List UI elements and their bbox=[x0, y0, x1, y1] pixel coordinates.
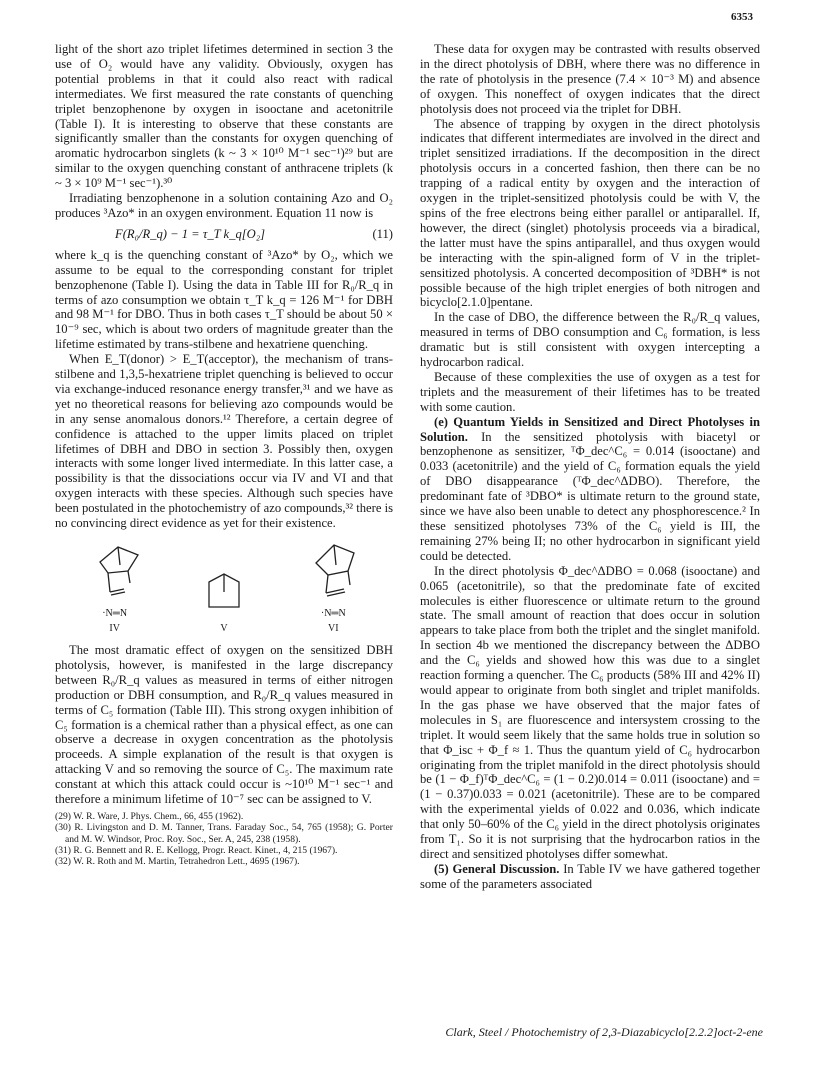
footnote-30: (30) R. Livingston and D. M. Tanner, Trans. Faraday Soc., 54, 765 (1958); G. Porter and M. W. Windsor, Proc. Roy. Soc., Ser. A, 245, 238 (1958). bbox=[55, 822, 393, 845]
structure-vi-label: VI bbox=[328, 623, 339, 635]
structure-vi-atom: ·N═N bbox=[320, 608, 346, 620]
right-paragraph-5-body: In the sensitized photolysis with biacetyl or benzophenone as sensitizer, ᵀΦ_dec^C₆ = 0.014 (isooctane) and 0.033 (acetonitrile) and the yield of C₆ formation equals the yield of DBO disappearance (ᵀΦ_dec^ΔDBO). Therefore, the predominant fate of ³DBO* is ultimate return to the ground state, since we have also been unable to detect any phosphorescence.² In these sensitized photolyses 73% of the C₆ yield is III, the remaining 27% being II; no other hydrocarbon in significant yield could be detected. bbox=[420, 429, 760, 563]
structure-iv bbox=[80, 537, 150, 637]
left-column bbox=[55, 42, 393, 867]
right-paragraph-7 bbox=[420, 862, 760, 892]
running-footer: Clark, Steel / Photochemistry of 2,3-Diazabicyclo[2.2.2]oct-2-ene bbox=[445, 1025, 763, 1039]
structure-v-label: V bbox=[220, 623, 228, 635]
structure-iv-atom: ·N═N bbox=[102, 608, 128, 620]
right-paragraph-3: In the case of DBO, the difference between the R₀/R_q values, measured in terms of DBO consumption and C₆ formation, is less dramatic but is still consistent with oxygen intercepting a hydrocarbon radical. bbox=[420, 310, 760, 370]
left-paragraph-2: Irradiating benzophenone in a solution containing Azo and O₂ produces ³Azo* in an oxygen environment. Equation 11 now is bbox=[55, 191, 393, 220]
equation-text: F(R₀/R_q) − 1 = τ_T k_q[O₂] bbox=[115, 226, 266, 241]
equation-11 bbox=[55, 227, 393, 242]
section-heading-5: (5) General Discussion. bbox=[434, 861, 560, 876]
structure-v bbox=[199, 562, 249, 637]
right-paragraph-2: The absence of trapping by oxygen in the direct photolysis indicates that different intermediates are involved in the direct and triplet sensitized irradiations. If the decomposition in the direct photolysis occurs in a concerted fashion, then there can be no trapping of a radical entity by oxygen and the interaction of oxygen in the triplet-sensitized photolysis could be with V, the spins of the free electrons being either parallel or antiparallel. If, however, the direct (singlet) photolysis proceeds via a biradical, the latter must have the spins antiparallel, and thus oxygen would be interacting with the spin-aligned form of V in the triplet-sensitized photolysis. A concerted decomposition of ³DBH* is not possible because of the high triplet energies of both nitrogen and bicyclo[2.1.0]pentane. bbox=[420, 116, 760, 310]
structure-vi bbox=[298, 537, 368, 637]
left-paragraph-5: The most dramatic effect of oxygen on the sensitized DBH photolysis, however, is manifested in the large discrepancy between R₀/R_q values as measured in terms of either nitrogen production or DBH consumption, and R₀/R_q values measured in terms of C₅ formation (Table III). This strong oxygen inhibition of C₅ formation is a chemical rather than a physical effect, as one can observe a decrease in oxygen concentration as the photolysis proceeds. A simple explanation of the result is that oxygen is attacking V and so removing the source of C₅. The maximum rate constant at which this attack could occur is ~10¹⁰ M⁻¹ sec⁻¹ and therefore a minimum lifetime of 10⁻⁷ sec can be assigned to V. bbox=[55, 643, 393, 807]
right-paragraph-4: Because of these complexities the use of oxygen as a test for triplets and the measurement of their lifetimes has to be treated with some caution. bbox=[420, 369, 760, 414]
right-paragraph-7-body: In Table IV we have gathered together some of the parameters associated bbox=[420, 861, 761, 891]
footnote-29: (29) W. R. Ware, J. Phys. Chem., 66, 455 (1962). bbox=[55, 810, 244, 822]
footnotes bbox=[55, 811, 393, 867]
left-paragraph-1: light of the short azo triplet lifetimes determined in section 3 the use of O₂ would have any validity. Obviously, oxygen has potential problems in that it could also react with radical intermediates. We first measured the rate constants of quenching triplet benzophenone by oxygen in isooctane and acetonitrile (Table I). It is interesting to observe that these constants are significantly smaller than the constants for oxygen quenching of aromatic hydrocarbon singlets (k ~ 3 × 10¹⁰ M⁻¹ sec⁻¹)²⁹ but are similar to the oxygen quenching constant of anthracene triplets (k ~ 3 × 10⁹ M⁻¹ sec⁻¹).³⁰ bbox=[55, 42, 393, 191]
footnote-32: (32) W. R. Roth and M. Martin, Tetrahedron Lett., 4695 (1967). bbox=[55, 856, 300, 868]
left-paragraph-3: where k_q is the quenching constant of ³Azo* by O₂, which we assume to be equal to the corresponding constant for triplet benzophenone (Table I). Using the data in Table III for R₀/R_q in terms of azo consumption we obtain τ_T k_q = 126 M⁻¹ for DBH and 98 M⁻¹ for DBO. Thus in both cases τ_T should be about 50 × 10⁻⁹ sec, which is about two orders of magnitude greater than the lifetime estimated by trans-stilbene and hexatriene quenching. bbox=[55, 247, 393, 352]
page-number: 6353 bbox=[731, 11, 753, 23]
structure-iv-label: IV bbox=[109, 623, 120, 635]
left-paragraph-4: When E_T(donor) > E_T(acceptor), the mechanism of trans-stilbene and 1,3,5-hexatriene triplet quenching is believed to occur via exchange-induced resonance energy transfer,³¹ and we have as yet no theoretical reasons for believing azo compounds would be in any sense anomalous donors.¹² Therefore, a certain degree of confidence is attached to the upper limits placed on triplet lifetimes of DBH and DBO in section 3. Possibly then, oxygen interacts with some longer lived intermediate. In this latter case, a possibility is that the dissociations occur via IV and VI and that oxygen interacts with these species. Although such species have been postulated in the photochemistry of azo compounds,³² there is no convincing direct evidence as yet for their existence. bbox=[55, 352, 393, 531]
structure-vi-drawing bbox=[298, 537, 368, 607]
right-paragraph-1: These data for oxygen may be contrasted with results observed in the direct photolysis of DBH, where there was no difference in the rate of photolysis in the presence (7.4 × 10⁻³ M) and absence of oxygen. This noneffect of oxygen indicates that the direct photolysis does not proceed via the triplet for DBH. bbox=[420, 42, 760, 116]
footnote-31: (31) R. G. Bennett and R. E. Kellogg, Progr. React. Kinet., 4, 215 (1967). bbox=[55, 844, 338, 856]
structure-iv-drawing bbox=[80, 537, 150, 607]
right-paragraph-6: In the direct photolysis Φ_dec^ΔDBO = 0.068 (isooctane) and 0.065 (acetonitrile), so that the predominate fate of excited molecules is either fluorescence or ultimate return to the ground state. The small amount of reaction that does occur in solution appears to take place from both the triplet and the singlet manifold. In section 4b we mentioned the discrepancy between the ΔDBO and the C₆ yields and showed how this was due to a singlet reaction forming a quencher. The C₆ products (58% III and 42% II) would appear to originate from both singlet and triplet manifolds. In the gas phase we have observed that the major fates of molecules in S₁ are fluorescence and intersystem crossing to the triplet. It would seem likely that the same holds true in solution so that Φ_isc + Φ_f ≈ 1. Thus the quantum yield of C₆ hydrocarbon originating from the triplet manifold in the direct photolysis should be (1 − Φ_f)ᵀΦ_dec^C₆ = (1 − 0.2)0.014 = 0.011 (isooctane) and = (1 − 0.37)0.033 = 0.021 (acetonitrile). These are to be compared with the experimental yields of 0.022 and 0.036, which indicate that only 50–60% of the C₆ yield in the direct photolysis originates from T₁. So it is not surprising that the hydrocarbon ratios in the direct and sensitized photolyses differ somewhat. bbox=[420, 563, 760, 861]
equation-number: (11) bbox=[372, 226, 393, 241]
structures-figure bbox=[55, 539, 393, 637]
right-column bbox=[420, 42, 760, 892]
structure-v-drawing bbox=[199, 562, 249, 622]
section-heading-e: (e) Quantum Yields in Sensitized and Direct Photolyses in Solution. bbox=[420, 414, 760, 444]
right-paragraph-5 bbox=[420, 415, 760, 564]
